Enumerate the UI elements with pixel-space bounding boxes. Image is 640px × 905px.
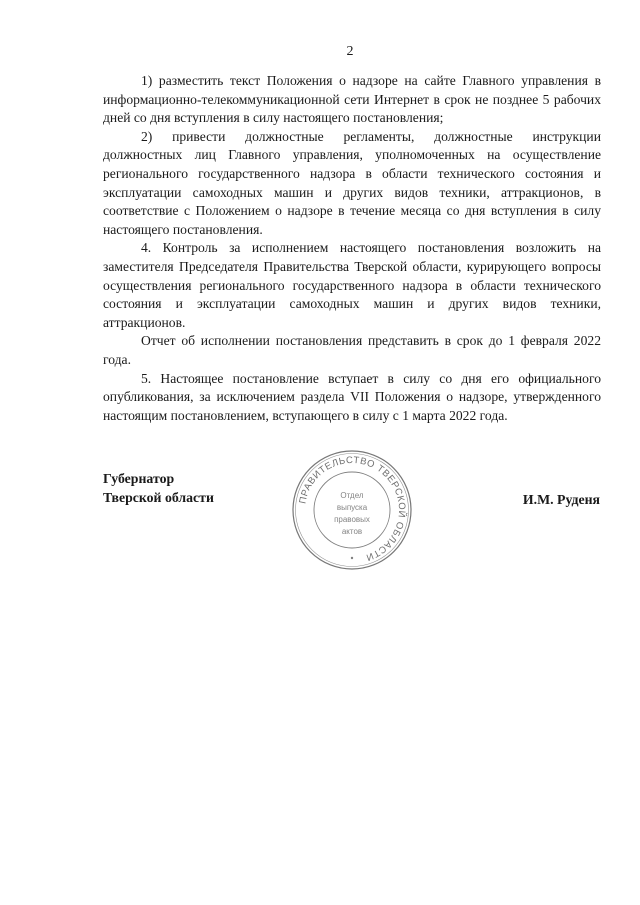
official-seal-stamp <box>290 448 414 572</box>
seal-ring-text: ПРАВИТЕЛЬСТВО ТВЕРСКОЙ ОБЛАСТИ <box>297 454 408 563</box>
signatory-position <box>103 469 214 507</box>
svg-text:актов: актов <box>341 527 363 536</box>
svg-text:выпуска: выпуска <box>336 503 368 512</box>
signatory-position-line1: Губернатор <box>103 471 175 486</box>
paragraph-report: Отчет об исполнении постановления представить в срок до 1 февраля 2022 года. <box>103 333 601 367</box>
seal-icon <box>290 448 414 572</box>
svg-text:Отдел: Отдел <box>340 491 364 500</box>
signatory-position-line2: Тверской области <box>103 490 214 505</box>
paragraph-publish-text: 1) разместить текст Положения о надзоре на сайте Главного управления в информационно-телекоммуникационной сети Интернет в срок не позднее 5 рабочих дней со дня вступления в силу настоящего постановления; <box>103 73 601 126</box>
paragraph-control: 4. Контроль за исполнением настоящего постановления возложить на заместителя Председателя Правительства Тверской области, курирующего вопросы осуществления регионального государственного надзора в области технического состояния и эксплуатации самоходных машин и других видов техники, аттракционов. <box>103 240 601 330</box>
svg-text:правовых: правовых <box>334 515 370 524</box>
paragraph-entry-into-force: 5. Настоящее постановление вступает в силу со дня его официального опубликования, за исключением раздела VII Положения о надзоре, утвержденного настоящим постановлением, вступающего в силу с 1 марта 2022 года. <box>103 370 601 423</box>
paragraph-job-regulations: 2) привести должностные регламенты, должностные инструкции должностных лиц Главного управления, уполномоченных на осуществление регионального государственного надзора в области технического состояния и эксплуатации самоходных машин и других видов техники, аттракционов, в соответствие с Положением о надзоре в течение месяца со дня вступления в силу настоящего постановления. <box>103 128 601 237</box>
page-number: 2 <box>346 44 354 59</box>
document-body <box>103 72 601 425</box>
signatory-name: И.М. Руденя <box>522 492 600 507</box>
